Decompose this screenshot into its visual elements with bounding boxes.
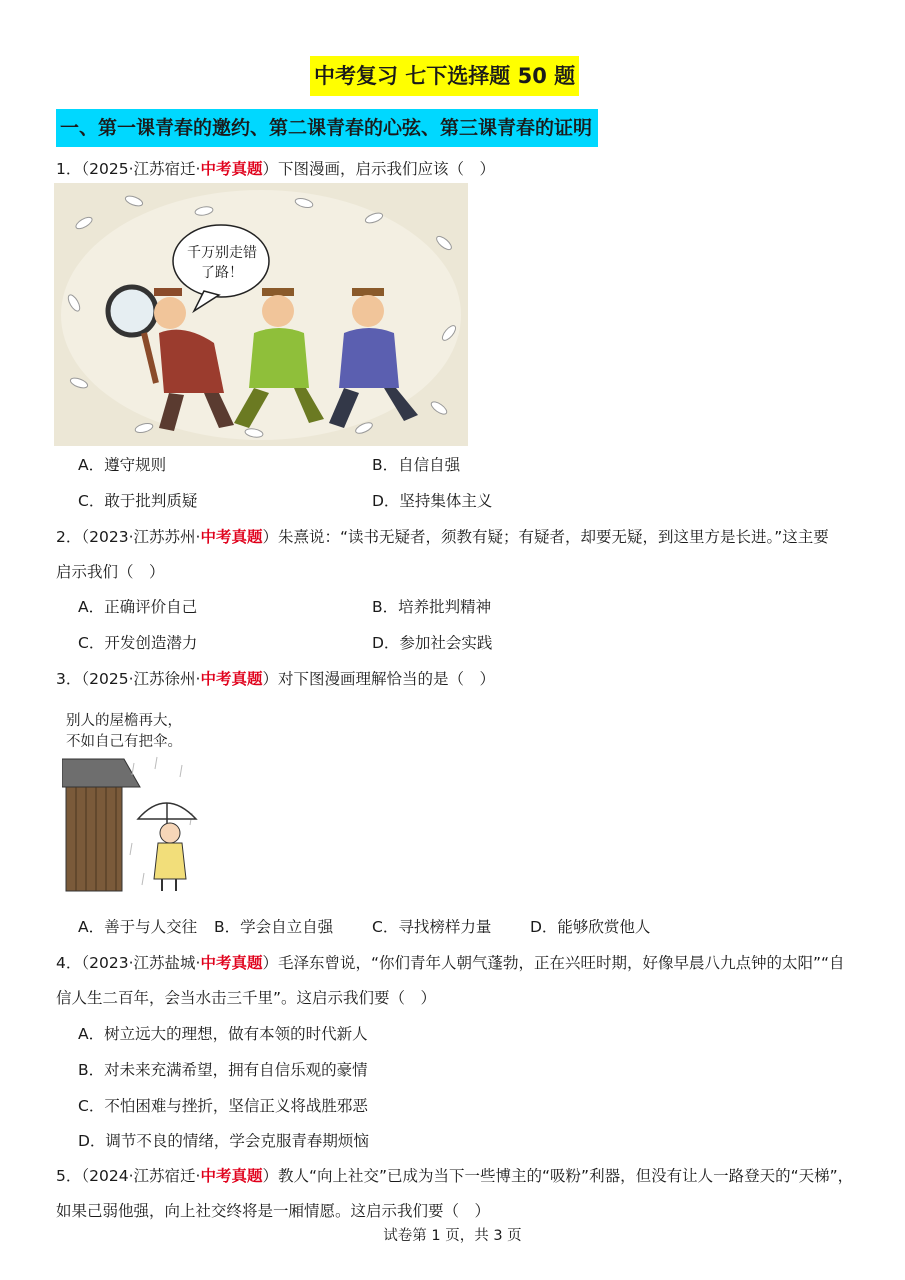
option-a: A．善于与人交往 [78,918,198,936]
option-c: C．开发创造潜力 [78,634,198,652]
page-title: 中考复习 七下选择题 50 题 [310,56,579,96]
option-c: C．敢于批判质疑 [78,492,198,510]
question-1-stem: 1．（2025·江苏宿迁·中考真题）下图漫画，启示我们应该（ ） [56,160,495,178]
option-a: A．遵守规则 [78,456,167,474]
question-source: （2023·江苏苏州· [81,528,201,546]
question-source: （2023·江苏盐城· [81,954,201,972]
option-d: D．能够欣赏他人 [530,918,651,936]
cartoon-caption-line-2: 不如自己有把伞。 [66,734,182,750]
cartoon-image-umbrella [62,709,202,895]
option-b: B．培养批判精神 [372,598,492,616]
option-d: D．参加社会实践 [372,634,493,652]
option-a: A．正确评价自己 [78,598,198,616]
option-b: B．自信自强 [372,456,461,474]
question-5-stem: 5．（2024·江苏宿迁·中考真题）教人“向上社交”已成为当下一些博主的“吸粉”利器，但没有让人一路登天的“天梯”， [56,1167,854,1185]
question-4-stem-cont: 信人生二百年，会当水击三千里”。这启示我们要（ ） [56,989,437,1007]
question-source: （2024·江苏宿迁· [81,1167,201,1185]
option-b: B．学会自立自强 [214,918,334,936]
question-3-stem: 3．（2025·江苏徐州·中考真题）对下图漫画理解恰当的是（ ） [56,670,495,688]
section-heading: 一、第一课青春的邀约、第二课青春的心弦、第三课青春的证明 [56,109,598,147]
question-2-stem-cont: 启示我们（ ） [56,563,165,581]
question-number: 2． [56,528,82,546]
cartoon-image-detectives [54,183,468,446]
exam-tag: 中考真题 [200,528,263,546]
question-text: 教人“向上社交”已成为当下一些博主的“吸粉”利器，但没有让人一路登天的“天梯”， [277,1167,854,1185]
question-number: 5． [56,1167,82,1185]
exam-tag: 中考真题 [200,670,263,688]
question-number: 3． [56,670,82,688]
exam-tag: 中考真题 [200,1167,263,1185]
exam-tag: 中考真题 [200,160,263,178]
question-number: 1． [56,160,82,178]
option-d: D．坚持集体主义 [372,492,493,510]
cartoon-caption-line-1: 别人的屋檐再大， [66,713,182,729]
question-number: 4． [56,954,82,972]
speech-bubble-text: 千万别走错了路！ [187,245,257,281]
option-c: C．不怕困难与挫折，坚信正义将战胜邪恶 [78,1097,368,1115]
question-source: （2025·江苏徐州· [81,670,201,688]
option-d: D．调节不良的情绪，学会克服青春期烦恼 [78,1132,369,1150]
question-text: 对下图漫画理解恰当的是（ ） [277,670,495,688]
question-text: 朱熹说：“读书无疑者，须教有疑；有疑者，却要无疑，到这里方是长进。”这主要 [277,528,829,546]
question-text: 毛泽东曾说，“你们青年人朝气蓬勃，正在兴旺时期，好像早晨八九点钟的太阳”“自 [277,954,845,972]
question-4-stem: 4．（2023·江苏盐城·中考真题）毛泽东曾说，“你们青年人朝气蓬勃，正在兴旺时期，好像早晨八九点钟的太阳”“自 [56,954,845,972]
question-source: （2025·江苏宿迁· [81,160,201,178]
page-footer: 试卷第 1 页，共 3 页 [383,1228,522,1244]
option-c: C．寻找榜样力量 [372,918,492,936]
option-a: A．树立远大的理想，做有本领的时代新人 [78,1025,368,1043]
exam-tag: 中考真题 [200,954,263,972]
question-text: 下图漫画，启示我们应该（ ） [277,160,495,178]
option-b: B．对未来充满希望，拥有自信乐观的豪情 [78,1061,368,1079]
question-2-stem: 2．（2023·江苏苏州·中考真题）朱熹说：“读书无疑者，须教有疑；有疑者，却要无疑，到这里方是长进。”这主要 [56,528,829,546]
question-5-stem-cont: 如果己弱他强，向上社交终将是一厢情愿。这启示我们要（ ） [56,1202,491,1220]
